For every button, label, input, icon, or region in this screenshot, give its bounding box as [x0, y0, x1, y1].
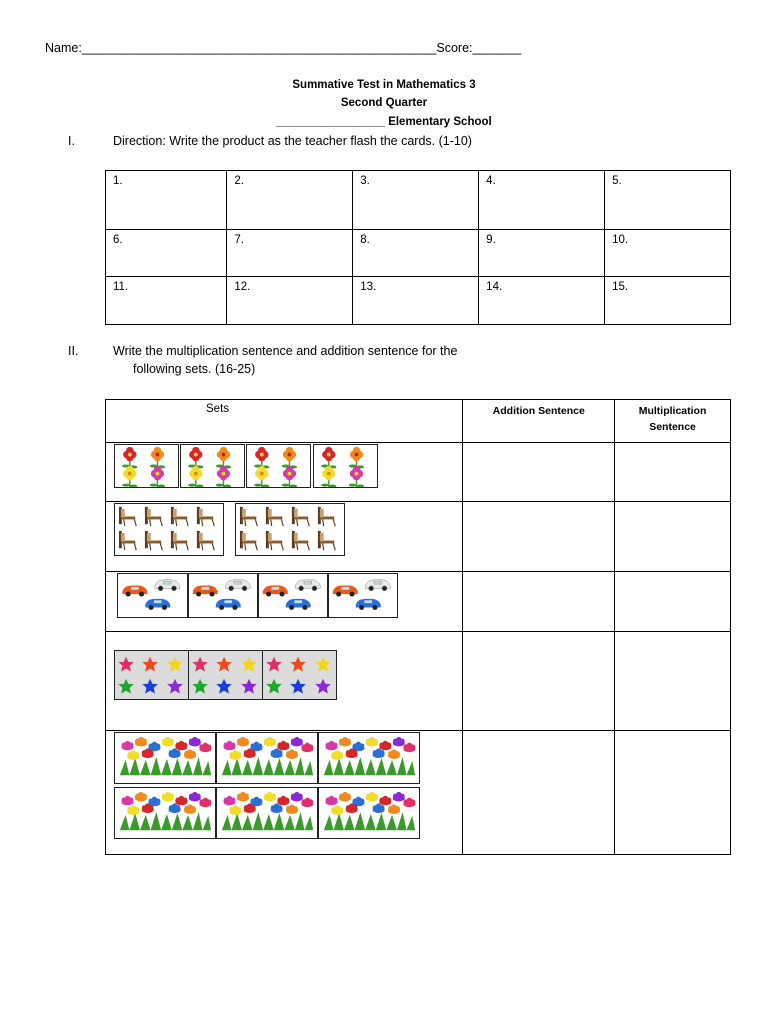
flower-group-picture — [246, 444, 311, 488]
flower-group-picture — [114, 444, 179, 488]
multiplication-header — [615, 400, 731, 443]
answer-cell[interactable]: 8. — [353, 230, 479, 277]
addition-answer-cell[interactable] — [463, 443, 615, 502]
multiplication-answer-cell[interactable] — [615, 731, 731, 855]
set-cell-stars — [106, 632, 463, 731]
answer-cell[interactable]: 13. — [353, 277, 479, 325]
star-group-picture — [114, 650, 189, 700]
part1-numeral: I. — [68, 134, 75, 148]
answer-cell[interactable]: 4. — [479, 171, 605, 230]
star-group-picture — [188, 650, 263, 700]
multiplication-header-label-1: Multiplication — [638, 405, 707, 417]
addition-answer-cell[interactable] — [463, 632, 615, 731]
tulip-group-picture — [318, 732, 420, 784]
answer-cell[interactable]: 11. — [106, 277, 227, 325]
part2-numeral: II. — [68, 344, 79, 358]
name-score-line: Name:___________________________________________________Score:_______ — [45, 41, 522, 55]
answer-cell[interactable]: 7. — [227, 230, 353, 277]
answer-cell[interactable]: 10. — [605, 230, 731, 277]
flower-group-picture — [313, 444, 378, 488]
answer-cell[interactable]: 6. — [106, 230, 227, 277]
tulip-group-picture — [114, 732, 216, 784]
set-cell-chairs — [106, 502, 463, 572]
addition-answer-cell[interactable] — [463, 572, 615, 632]
chair-group-picture — [235, 503, 345, 556]
multiplication-answer-cell[interactable] — [615, 502, 731, 572]
addition-header — [463, 400, 615, 443]
answer-cell[interactable]: 2. — [227, 171, 353, 230]
set-cell-cars — [106, 572, 463, 632]
chair-group-picture — [114, 503, 224, 556]
flash-card-answer-table — [105, 170, 731, 325]
answer-cell[interactable]: 12. — [227, 277, 353, 325]
answer-cell[interactable]: 9. — [479, 230, 605, 277]
part1-direction: Direction: Write the product as the teacher flash the cards. (1-10) — [113, 134, 472, 148]
star-group-picture — [262, 650, 337, 700]
part2-direction-line1: Write the multiplication sentence and addition sentence for the — [113, 344, 458, 358]
addition-answer-cell[interactable] — [463, 731, 615, 855]
answer-cell[interactable]: 3. — [353, 171, 479, 230]
answer-cell[interactable]: 15. — [605, 277, 731, 325]
sets-table — [105, 399, 731, 855]
flower-group-picture — [180, 444, 245, 488]
set-cell-flowers — [106, 443, 463, 502]
toy-car-group-picture — [258, 573, 328, 618]
multiplication-answer-cell[interactable] — [615, 632, 731, 731]
sets-header — [106, 400, 463, 443]
school-line: _________________ Elementary School — [276, 116, 492, 128]
addition-answer-cell[interactable] — [463, 502, 615, 572]
toy-car-group-picture — [328, 573, 398, 618]
tulip-group-picture — [216, 787, 318, 839]
tulip-group-picture — [114, 787, 216, 839]
sets-header-label: Sets — [206, 403, 230, 415]
multiplication-answer-cell[interactable] — [615, 572, 731, 632]
set-cell-tulips — [106, 731, 463, 855]
tulip-group-picture — [216, 732, 318, 784]
answer-cell[interactable]: 14. — [479, 277, 605, 325]
test-title: Summative Test in Mathematics 3 — [292, 79, 476, 91]
toy-car-group-picture — [117, 573, 188, 618]
tulip-group-picture — [318, 787, 420, 839]
multiplication-header-label-2: Sentence — [649, 421, 696, 433]
quarter-title: Second Quarter — [340, 97, 428, 109]
toy-car-group-picture — [188, 573, 258, 618]
addition-header-label: Addition Sentence — [492, 405, 585, 417]
answer-cell[interactable]: 1. — [106, 171, 227, 230]
part2-direction-line2: following sets. (16-25) — [133, 362, 256, 376]
multiplication-answer-cell[interactable] — [615, 443, 731, 502]
answer-cell[interactable]: 5. — [605, 171, 731, 230]
